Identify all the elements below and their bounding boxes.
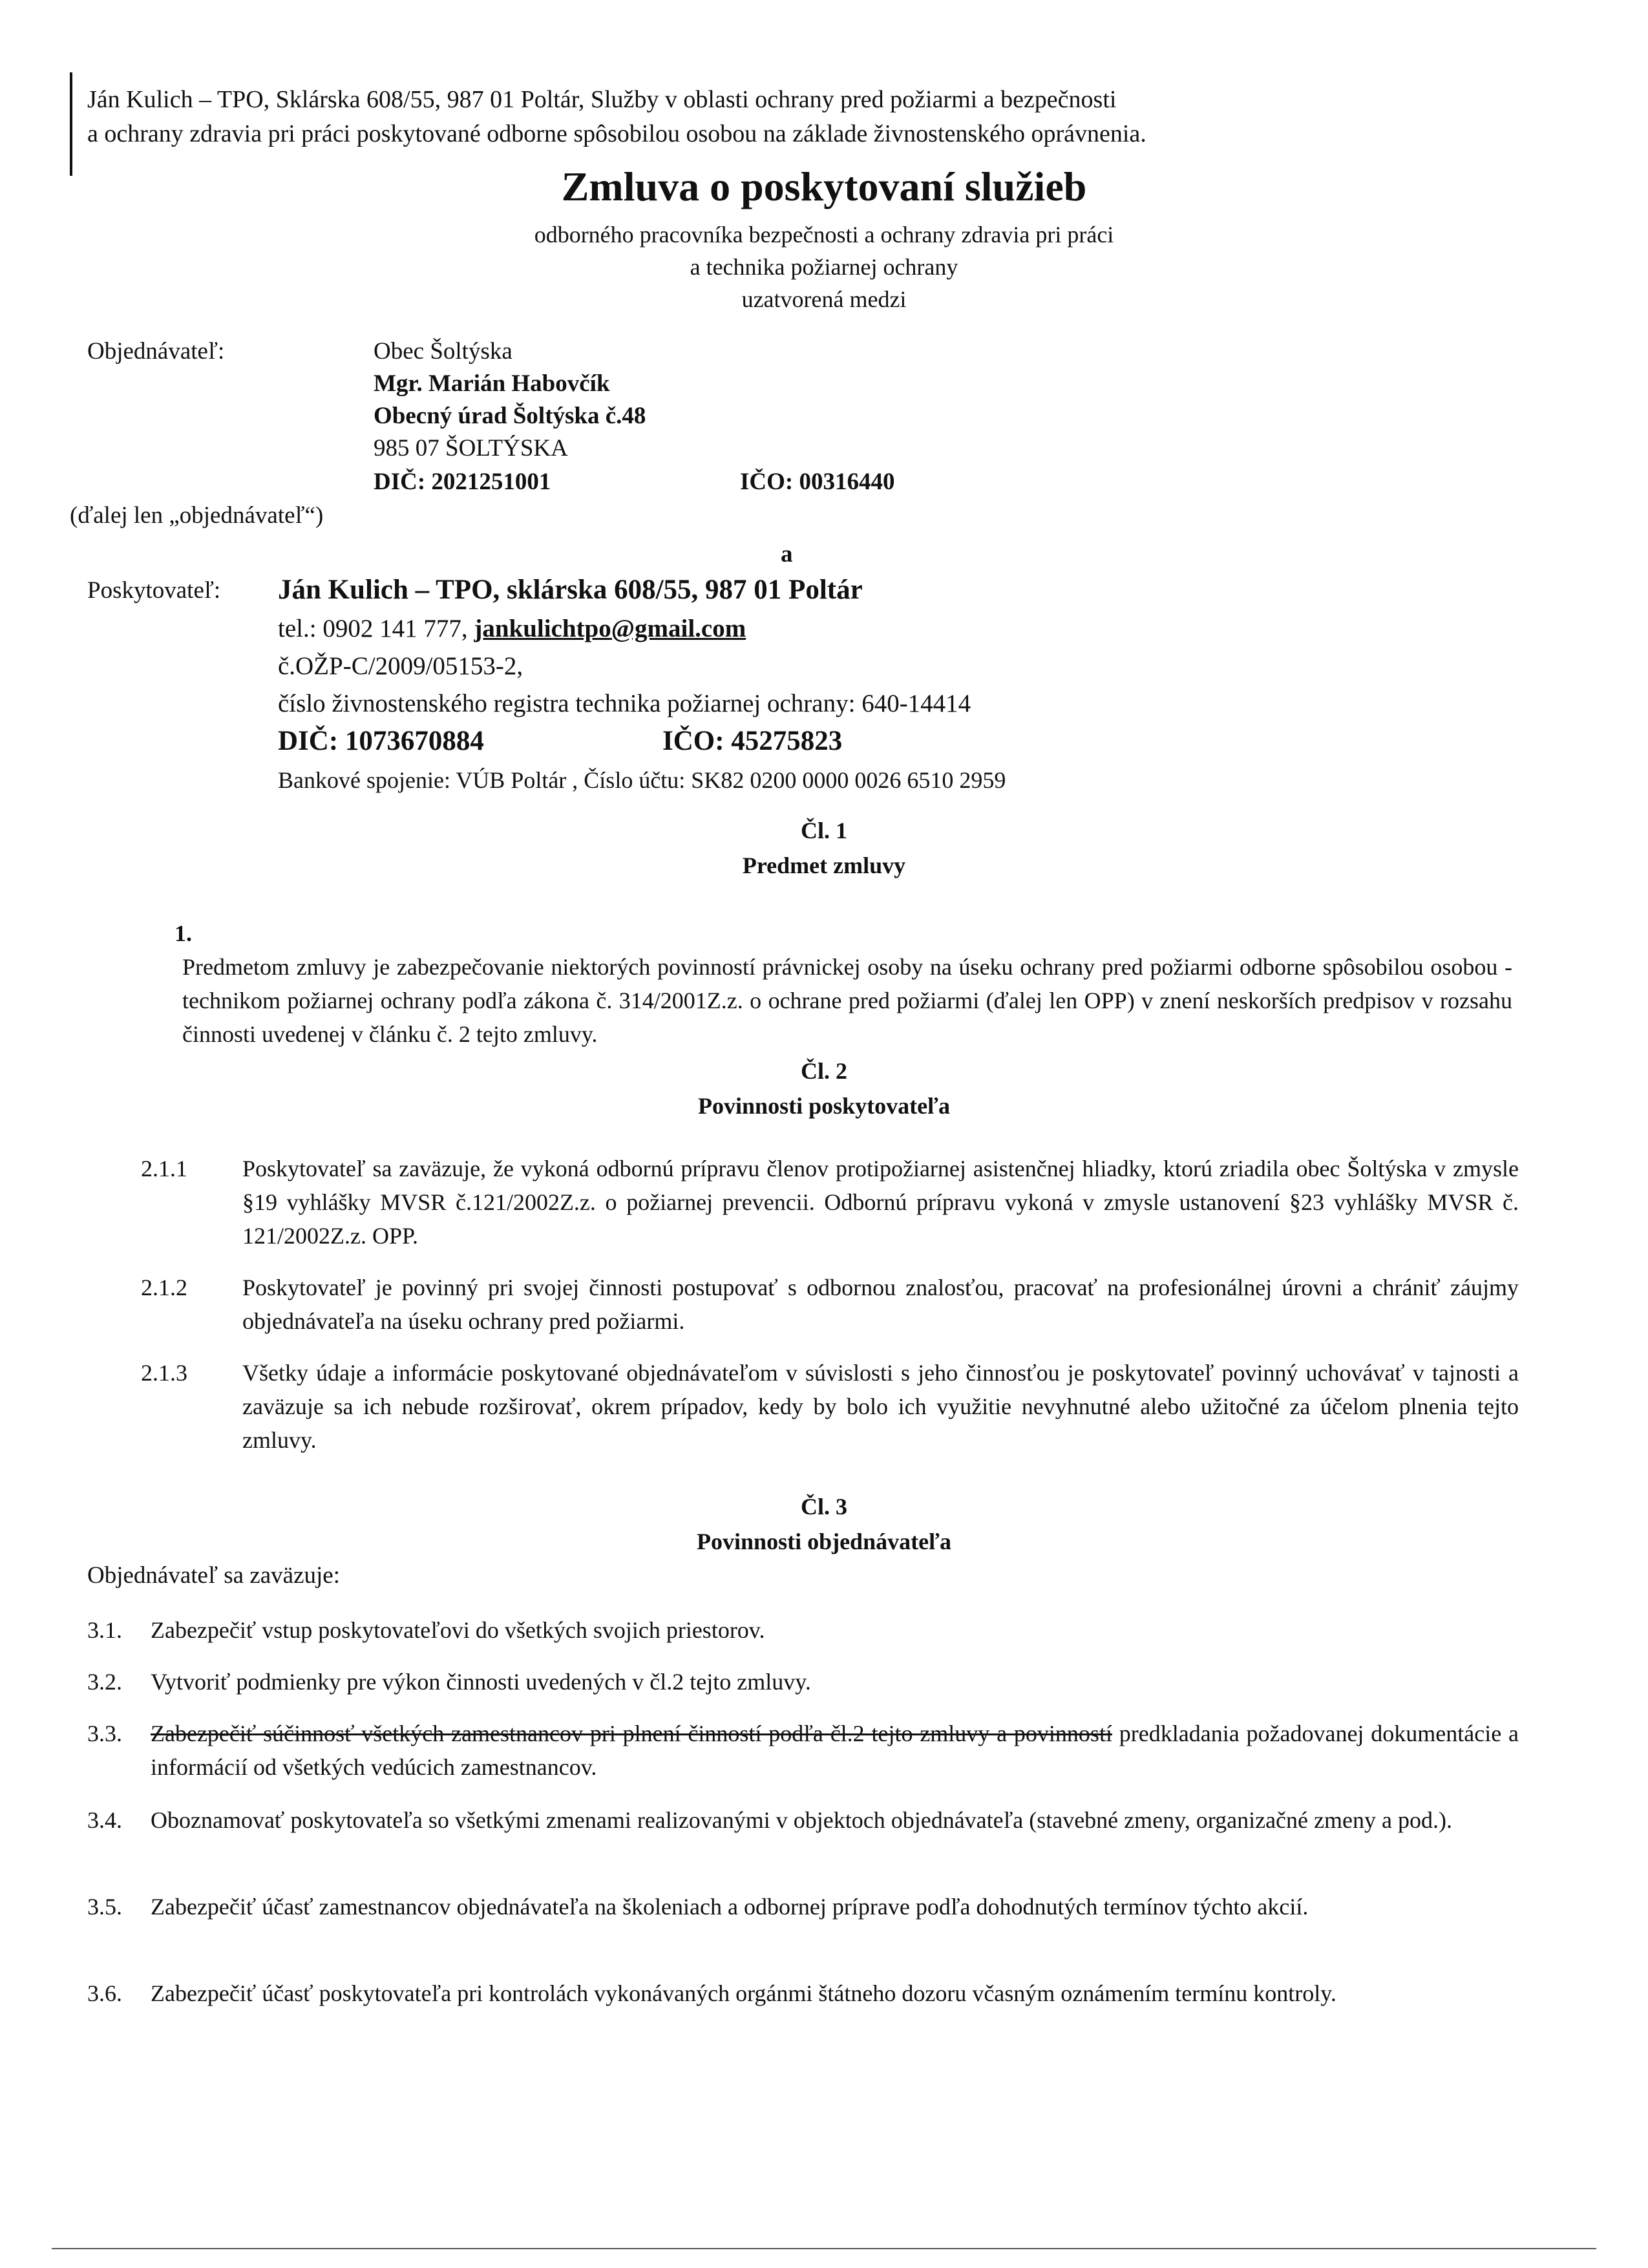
item-text: Oboznamovať poskytovateľa so všetkými zmenami realizovanými v objektoch objednávateľa (stavebné zmeny, organizačné zmeny a pod.).	[151, 1807, 1452, 1833]
section-1-number: Čl. 1	[801, 818, 847, 843]
section-2-item	[141, 1152, 1519, 1255]
objednavatel-alias: (ďalej len „objednávateľ“)	[70, 502, 324, 529]
section-3-item	[87, 1717, 1519, 1788]
item-number: 2.1.1	[141, 1156, 187, 1182]
subtitle-line-1: odborného pracovníka bezpečnosti a ochrany zdravia pri práci	[534, 222, 1114, 248]
item-number: 1.	[174, 920, 192, 946]
section-3-item	[87, 1665, 1519, 1701]
poskytovatel-bank: Bankové spojenie: VÚB Poltár , Číslo účtu: SK82 0200 0000 0026 6510 2959	[278, 767, 1006, 793]
item-text: Zabezpečiť účasť poskytovateľa pri kontrolách vykonávaných orgánmi štátneho dozoru včasným oznámením termínu kontroly.	[151, 1980, 1336, 2006]
section-3-title: Povinnosti objednávateľa	[697, 1529, 951, 1554]
poskytovatel-ico: IČO: 45275823	[662, 726, 843, 756]
section-3-item	[87, 1890, 1519, 1961]
item-number: 3.4.	[87, 1807, 122, 1833]
conjunction-a: a	[781, 541, 793, 567]
item-text-rest: predkladania požadovanej dokumentácie a informácií od všetkých vedúcich zamestnancov.	[151, 1721, 1519, 1780]
poskytovatel-registry: číslo živnostenského registra technika požiarnej ochrany: 640-14414	[278, 690, 971, 717]
section-3-number: Čl. 3	[801, 1494, 847, 1520]
section-1-item	[174, 917, 1512, 1052]
item-text: Vytvoriť podmienky pre výkon činnosti uvedených v čl.2 tejto zmluvy.	[151, 1669, 811, 1695]
section-3-item	[87, 1803, 1519, 1874]
item-text	[151, 1717, 1519, 1784]
item-text	[174, 917, 1512, 1051]
section-1-title: Predmet zmluvy	[742, 853, 906, 878]
item-number: 2.1.3	[141, 1360, 187, 1386]
poskytovatel-ozp: č.OŽP-C/2009/05153-2,	[278, 652, 523, 680]
section-3-item	[87, 1613, 1519, 1649]
poskytovatel-label: Poskytovateľ:	[87, 577, 221, 604]
item-text: Poskytovateľ sa zaväzuje, že vykoná odbornú prípravu členov protipožiarnej asistenčnej hliadky, ktorú zriadila obec Šoltýska v zmysle §19 vyhlášky MVSR č.121/2002Z.z. o požiarnej prevencii. Odbornú prípravu vykoná v zmysle ustanovení §23 vyhlášky MVSR č. 121/2002Z.z. OPP.	[242, 1156, 1519, 1249]
item-number: 3.5.	[87, 1894, 122, 1920]
section-2-number: Čl. 2	[801, 1058, 847, 1084]
objednavatel-ico: IČO: 00316440	[740, 469, 895, 495]
item-text: Poskytovateľ je povinný pri svojej činnosti postupovať s odbornou znalosťou, pracovať na profesionálnej úrovni a chrániť záujmy objednávateľa na úseku ochrany pred požiarmi.	[242, 1275, 1519, 1334]
section-2-item	[141, 1271, 1519, 1342]
poskytovatel-contact	[278, 614, 746, 643]
item-text: Všetky údaje a informácie poskytované objednávateľom v súvislosti s jeho činnosťou je poskytovateľ povinný uchovávať v tajnosti a zaväzuje sa ich nebude rozširovať, okrem prípadov, kedy by bolo ich využitie nevyhnutné alebo užitočné za účelom plnenia tejto zmluvy.	[242, 1360, 1519, 1453]
section-2-item	[141, 1356, 1519, 1459]
poskytovatel-dic: DIČ: 1073670884	[278, 726, 484, 756]
header-line-2: a ochrany zdravia pri práci poskytované odborne spôsobilou osobou na základe živnostenského oprávnenia.	[87, 120, 1146, 147]
subtitle-line-2: a technika požiarnej ochrany	[690, 254, 958, 280]
item-number: 3.1.	[87, 1617, 122, 1643]
section-2-title: Povinnosti poskytovateľa	[698, 1093, 950, 1119]
item-number: 2.1.2	[141, 1275, 187, 1300]
subtitle-line-3: uzatvorená medzi	[741, 286, 907, 312]
poskytovatel-name: Ján Kulich – TPO, sklárska 608/55, 987 01 Poltár	[278, 575, 863, 605]
page-bottom-rule	[52, 2248, 1596, 2249]
poskytovatel-email[interactable]: jankulichtpo@gmail.com	[474, 615, 746, 642]
struck-text: Zabezpečiť súčinnosť všetkých zamestnancov pri plnení činností podľa čl.2 tejto zmluvy a povinností	[151, 1721, 1112, 1746]
header-line-1: Ján Kulich – TPO, Sklárska 608/55, 987 01 Poltár, Služby v oblasti ochrany pred požiarmi a bezpečnosti	[87, 86, 1117, 113]
item-number: 3.2.	[87, 1669, 122, 1695]
objednavatel-name: Obec Šoltýska	[374, 338, 512, 365]
section-3-item	[87, 1977, 1519, 2048]
objednavatel-dic: DIČ: 2021251001	[374, 469, 551, 495]
objednavatel-address: 985 07 ŠOLTÝSKA	[374, 435, 568, 461]
item-text-content: Predmetom zmluvy je zabezpečovanie niektorých povinností právnickej osoby na úseku ochrany pred požiarmi odborne spôsobilou osobou - technikom požiarnej ochrany podľa zákona č. 314/2001Z.z. o ochrane pred požiarmi (ďalej len OPP) v znení neskorších predpisov v rozsahu činnosti uvedenej v článku č. 2 tejto zmluvy.	[182, 954, 1512, 1047]
item-number: 3.3.	[87, 1721, 122, 1746]
item-text: Zabezpečiť účasť zamestnancov objednávateľa na školeniach a odbornej príprave podľa dohodnutých termínov týchto akcií.	[151, 1894, 1309, 1920]
objednavatel-office: Obecný úrad Šoltýska č.48	[374, 403, 646, 429]
poskytovatel-phone: tel.: 0902 141 777,	[278, 615, 474, 642]
margin-bar	[70, 72, 72, 176]
objednavatel-label: Objednávateľ:	[87, 338, 225, 365]
objednavatel-person: Mgr. Marián Habovčík	[374, 370, 610, 397]
document-title: Zmluva o poskytovaní služieb	[561, 164, 1087, 209]
section-3-intro: Objednávateľ sa zaväzuje:	[87, 1562, 340, 1589]
item-text: Zabezpečiť vstup poskytovateľovi do všetkých svojich priestorov.	[151, 1617, 765, 1643]
item-number: 3.6.	[87, 1980, 122, 2006]
